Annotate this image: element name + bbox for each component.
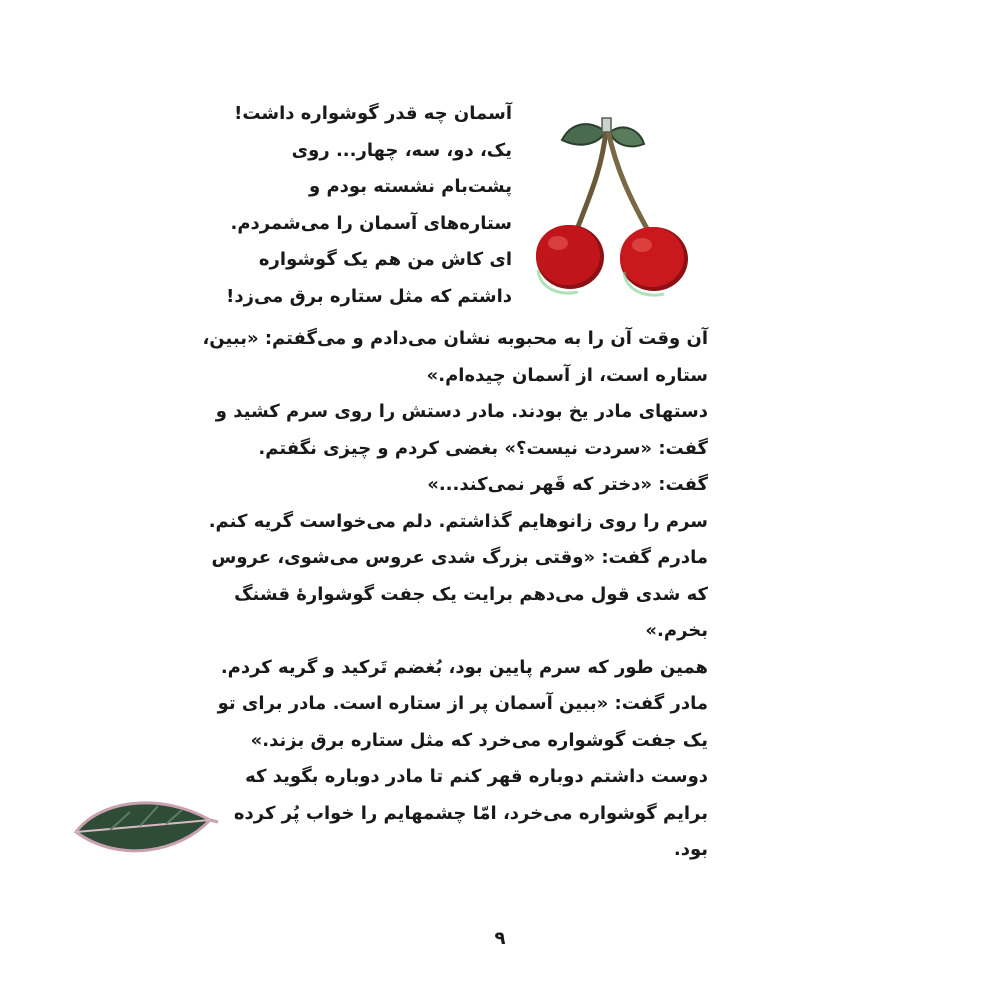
main-paragraphs <box>202 321 708 869</box>
text-line: گفت: «سردت نیست؟» بغضی کردم و چیزی نگفتم. <box>258 437 708 459</box>
top-paragraph <box>226 96 512 315</box>
text-line: گفت: «دختر که قَهر نمی‌کند...» <box>427 474 708 495</box>
text-line: برایم گوشواره می‌خرد، امّا چشمهایم را خواب پُر کرده <box>233 802 708 824</box>
page-number: ۹ <box>494 928 506 949</box>
text-line: همین طور که سرم پایین بود، بُغضم تَرکید و گریه کردم. <box>220 656 708 678</box>
text-line: یک جفت گوشواره می‌خرد که مثل ستاره برق بزند.» <box>250 729 708 751</box>
text-line: داشتم که مثل ستاره برق می‌زد! <box>226 285 512 307</box>
text-line: که شدی قول می‌دهم برایت یک جفت گوشوارهٔ قشنگ <box>234 583 708 605</box>
text-line: پشت‌بام نشسته بودم و <box>309 176 512 197</box>
text-line: ستاره‌های آسمان را می‌شمردم. <box>230 212 512 234</box>
text-line: یک، دو، سه، چهار... روی <box>291 139 512 161</box>
text-line: دستهای مادر یخ بودند. مادر دستش را روی سرم کشید و <box>215 401 708 422</box>
text-line: دوست داشتم دوباره قهر کنم تا مادر دوباره بگوید که <box>245 766 708 787</box>
cherries-illustration <box>528 110 698 300</box>
text-line: ستاره است، از آسمان چیده‌ام.» <box>426 364 708 386</box>
text-line: بود. <box>673 839 708 860</box>
text-line: آن وقت آن را به محبوبه نشان می‌دادم و می‌گفتم: «ببین، <box>202 328 708 349</box>
leaf-illustration <box>70 792 220 862</box>
text-line: مادرم گفت: «وقتی بزرگ شدی عروس می‌شوی، عروس <box>211 547 708 568</box>
text-line: آسمان چه قدر گوشواره داشت! <box>234 103 512 124</box>
text-line: بخرم.» <box>645 620 708 641</box>
text-line: ای کاش من هم یک گوشواره <box>258 249 512 270</box>
text-line: سرم را روی زانوهایم گذاشتم. دلم می‌خواست گریه کنم. <box>208 510 708 532</box>
text-line: مادر گفت: «ببین آسمان پر از ستاره است. مادر برای تو <box>217 693 708 714</box>
